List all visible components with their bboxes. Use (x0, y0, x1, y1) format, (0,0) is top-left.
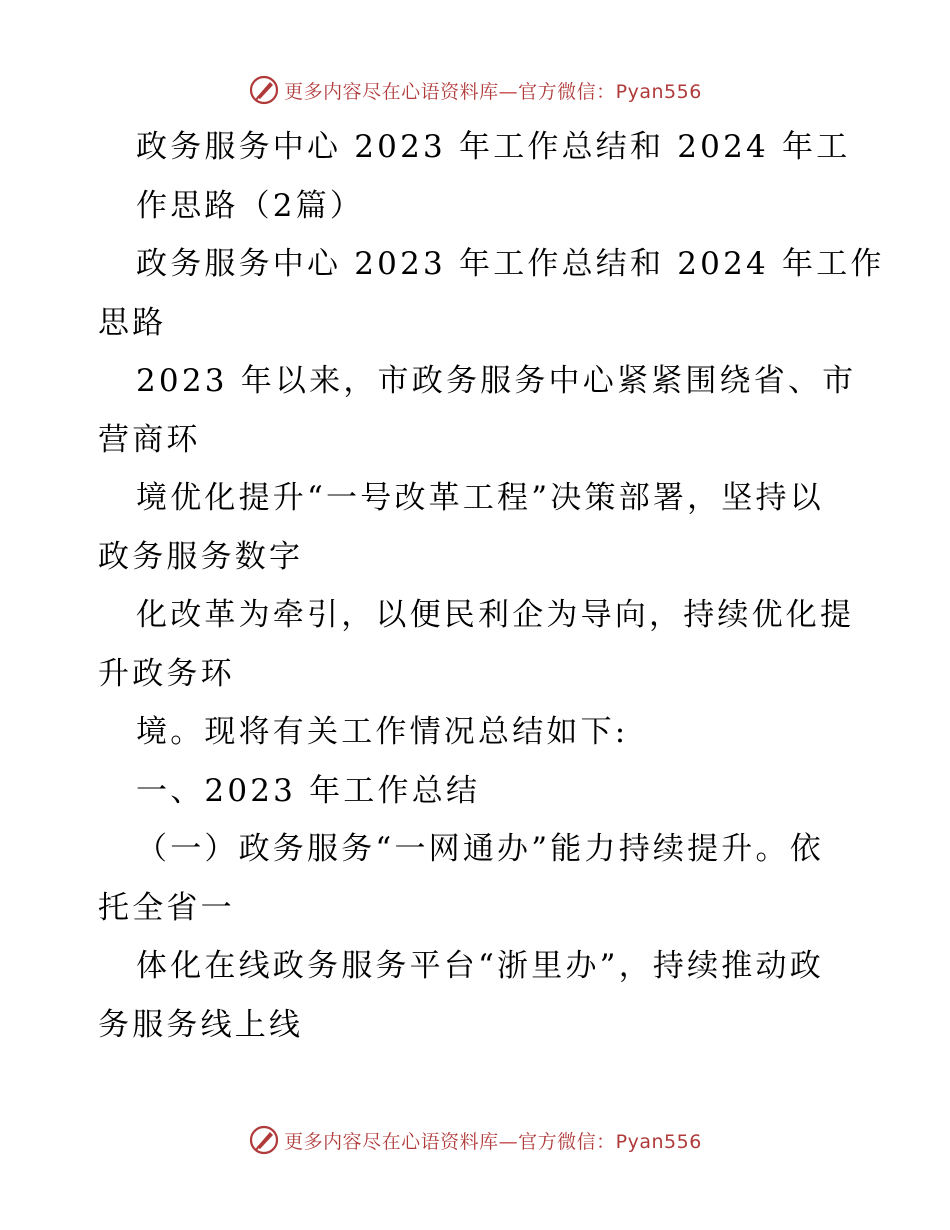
text-line: 政务服务数字 (98, 538, 304, 575)
text-line: 务服务线上线 (98, 1006, 304, 1043)
banner-dash: — (498, 1130, 519, 1153)
header-banner-inner (248, 74, 702, 106)
text-line: 化改革为牵引，以便民利企为导向，持续优化提 (136, 597, 855, 633)
text-line: 境优化提升“一号改革工程”决策部署，坚持以 (136, 480, 824, 516)
document-body (98, 118, 885, 1054)
text-line: 升政务环 (98, 655, 235, 692)
footer-banner (0, 1120, 950, 1160)
text-line: 体化在线政务服务平台“浙里办”，持续推动政 (136, 948, 824, 984)
header-banner (0, 70, 950, 110)
footer-banner-text (284, 1127, 702, 1154)
text-line: 思路 (98, 304, 167, 341)
quill-logo-icon (248, 1124, 280, 1156)
footer-banner-inner (248, 1124, 702, 1156)
site-name: 更多内容尽在心语资料库 (284, 1130, 499, 1153)
text-line: 政务服务中心 2023 年工作总结和 2024 年工 (136, 129, 851, 165)
text-line: 一、2023 年工作总结 (136, 772, 481, 809)
text-line: 托全省一 (98, 889, 235, 926)
text-line: 2023 年以来，市政务服务中心紧紧围绕省、市 (136, 363, 857, 399)
text-line: 营商环 (98, 421, 201, 458)
text-line: 作思路（2篇） (136, 187, 365, 224)
banner-dash: — (498, 80, 519, 103)
text-line: 境。现将有关工作情况总结如下: (136, 714, 629, 750)
wechat-info: 官方微信：Pyan556 (518, 80, 702, 103)
text-line: 政务服务中心 2023 年工作总结和 2024 年工作 (136, 246, 885, 282)
quill-logo-icon (248, 74, 280, 106)
text-line: （一）政务服务“一网通办”能力持续提升。依 (136, 831, 824, 867)
wechat-info: 官方微信：Pyan556 (518, 1130, 702, 1153)
site-name: 更多内容尽在心语资料库 (284, 80, 499, 103)
header-banner-text (284, 77, 702, 104)
